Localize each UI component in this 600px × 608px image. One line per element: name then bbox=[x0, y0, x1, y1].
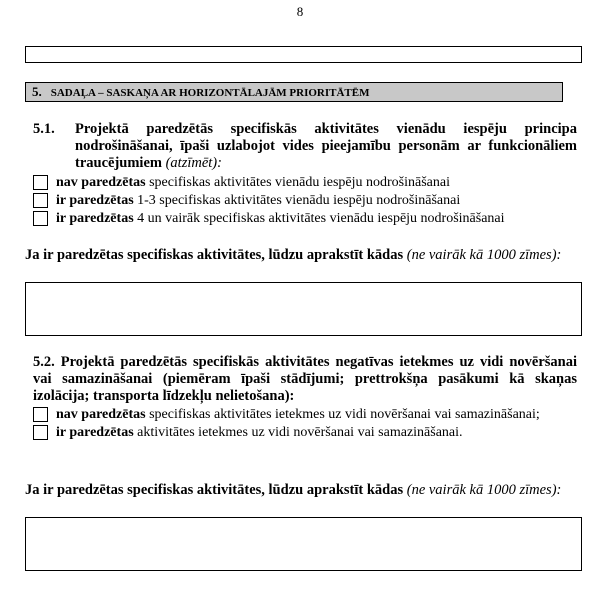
option-label-rest: specifiskas aktivitātes ietekmes uz vidi novēršanai vai samazināšanai; bbox=[145, 407, 540, 422]
option-label-bold: nav paredzētas bbox=[56, 175, 146, 190]
checkbox-5-1-none[interactable] bbox=[33, 175, 48, 190]
option-5-1-many bbox=[33, 210, 577, 227]
question-5-1-body: Projektā paredzētās specifiskās aktivitātes vienādu iespēju principa nodrošināšanai, īpaši uzlabojot vides pieejamību personām ar funkcionāliem traucējumiem bbox=[75, 121, 577, 171]
question-5-2 bbox=[33, 354, 577, 441]
question-5-1-number: 5.1. bbox=[33, 121, 55, 137]
checkbox-5-2-yes[interactable] bbox=[33, 425, 48, 440]
question-5-2-text bbox=[33, 354, 577, 405]
describe-prompt-5-1-text: Ja ir paredzētas specifiskas aktivitātes, lūdzu aprakstīt kādas bbox=[25, 247, 404, 263]
question-5-2-body: Projektā paredzētās specifiskās aktivitātes negatīvas ietekmes uz vidi novēršanai vai samazināšanai (piemēram īpaši stādījumi; prettrokšņa pasākumi kā skaņas izolācija; transporta līdzekļu nelietošana): bbox=[33, 354, 577, 404]
option-label-rest: 4 un vairāk specifiskas aktivitātes vienādu iespēju nodrošināšanai bbox=[133, 211, 505, 226]
describe-prompt-5-2 bbox=[25, 482, 577, 499]
option-5-2-yes bbox=[33, 424, 577, 441]
question-5-1 bbox=[33, 121, 577, 227]
section-number: 5. bbox=[32, 84, 42, 99]
option-label-rest: 1-3 specifiskas aktivitātes vienādu iespēju nodrošināšanai bbox=[133, 193, 461, 208]
option-label-rest: aktivitātes ietekmes uz vidi novēršanai vai samazināšanai. bbox=[133, 425, 463, 440]
describe-hint-5-1: (ne vairāk kā 1000 zīmes): bbox=[406, 247, 562, 263]
option-label-bold: ir paredzētas bbox=[56, 425, 134, 440]
checkbox-5-2-none[interactable] bbox=[33, 407, 48, 422]
section-header bbox=[25, 82, 563, 102]
option-label-bold: ir paredzētas bbox=[56, 193, 134, 208]
checkbox-5-1-many[interactable] bbox=[33, 211, 48, 226]
describe-prompt-5-2-text: Ja ir paredzētas specifiskas aktivitātes, lūdzu aprakstīt kādas bbox=[25, 482, 404, 498]
question-5-2-number: 5.2. bbox=[33, 354, 55, 370]
describe-hint-5-2: (ne vairāk kā 1000 zīmes): bbox=[406, 482, 562, 498]
option-5-1-few bbox=[33, 192, 577, 209]
question-5-1-text bbox=[33, 121, 577, 172]
question-5-1-hint: (atzīmēt): bbox=[165, 155, 222, 171]
answer-box-5-1[interactable] bbox=[25, 282, 582, 336]
option-5-2-none bbox=[33, 406, 577, 423]
previous-answer-box[interactable] bbox=[25, 46, 582, 63]
describe-prompt-5-1 bbox=[25, 247, 577, 264]
option-5-1-none bbox=[33, 174, 577, 191]
checkbox-5-1-few[interactable] bbox=[33, 193, 48, 208]
answer-box-5-2[interactable] bbox=[25, 517, 582, 571]
option-label-rest: specifiskas aktivitātes vienādu iespēju nodrošināšanai bbox=[145, 175, 450, 190]
option-label-bold: ir paredzētas bbox=[56, 211, 134, 226]
page-number: 8 bbox=[296, 4, 304, 19]
section-title: SADAĻA – SASKAŅA AR HORIZONTĀLAJĀM PRIORITĀTĒM bbox=[50, 87, 370, 99]
option-label-bold: nav paredzētas bbox=[56, 407, 146, 422]
